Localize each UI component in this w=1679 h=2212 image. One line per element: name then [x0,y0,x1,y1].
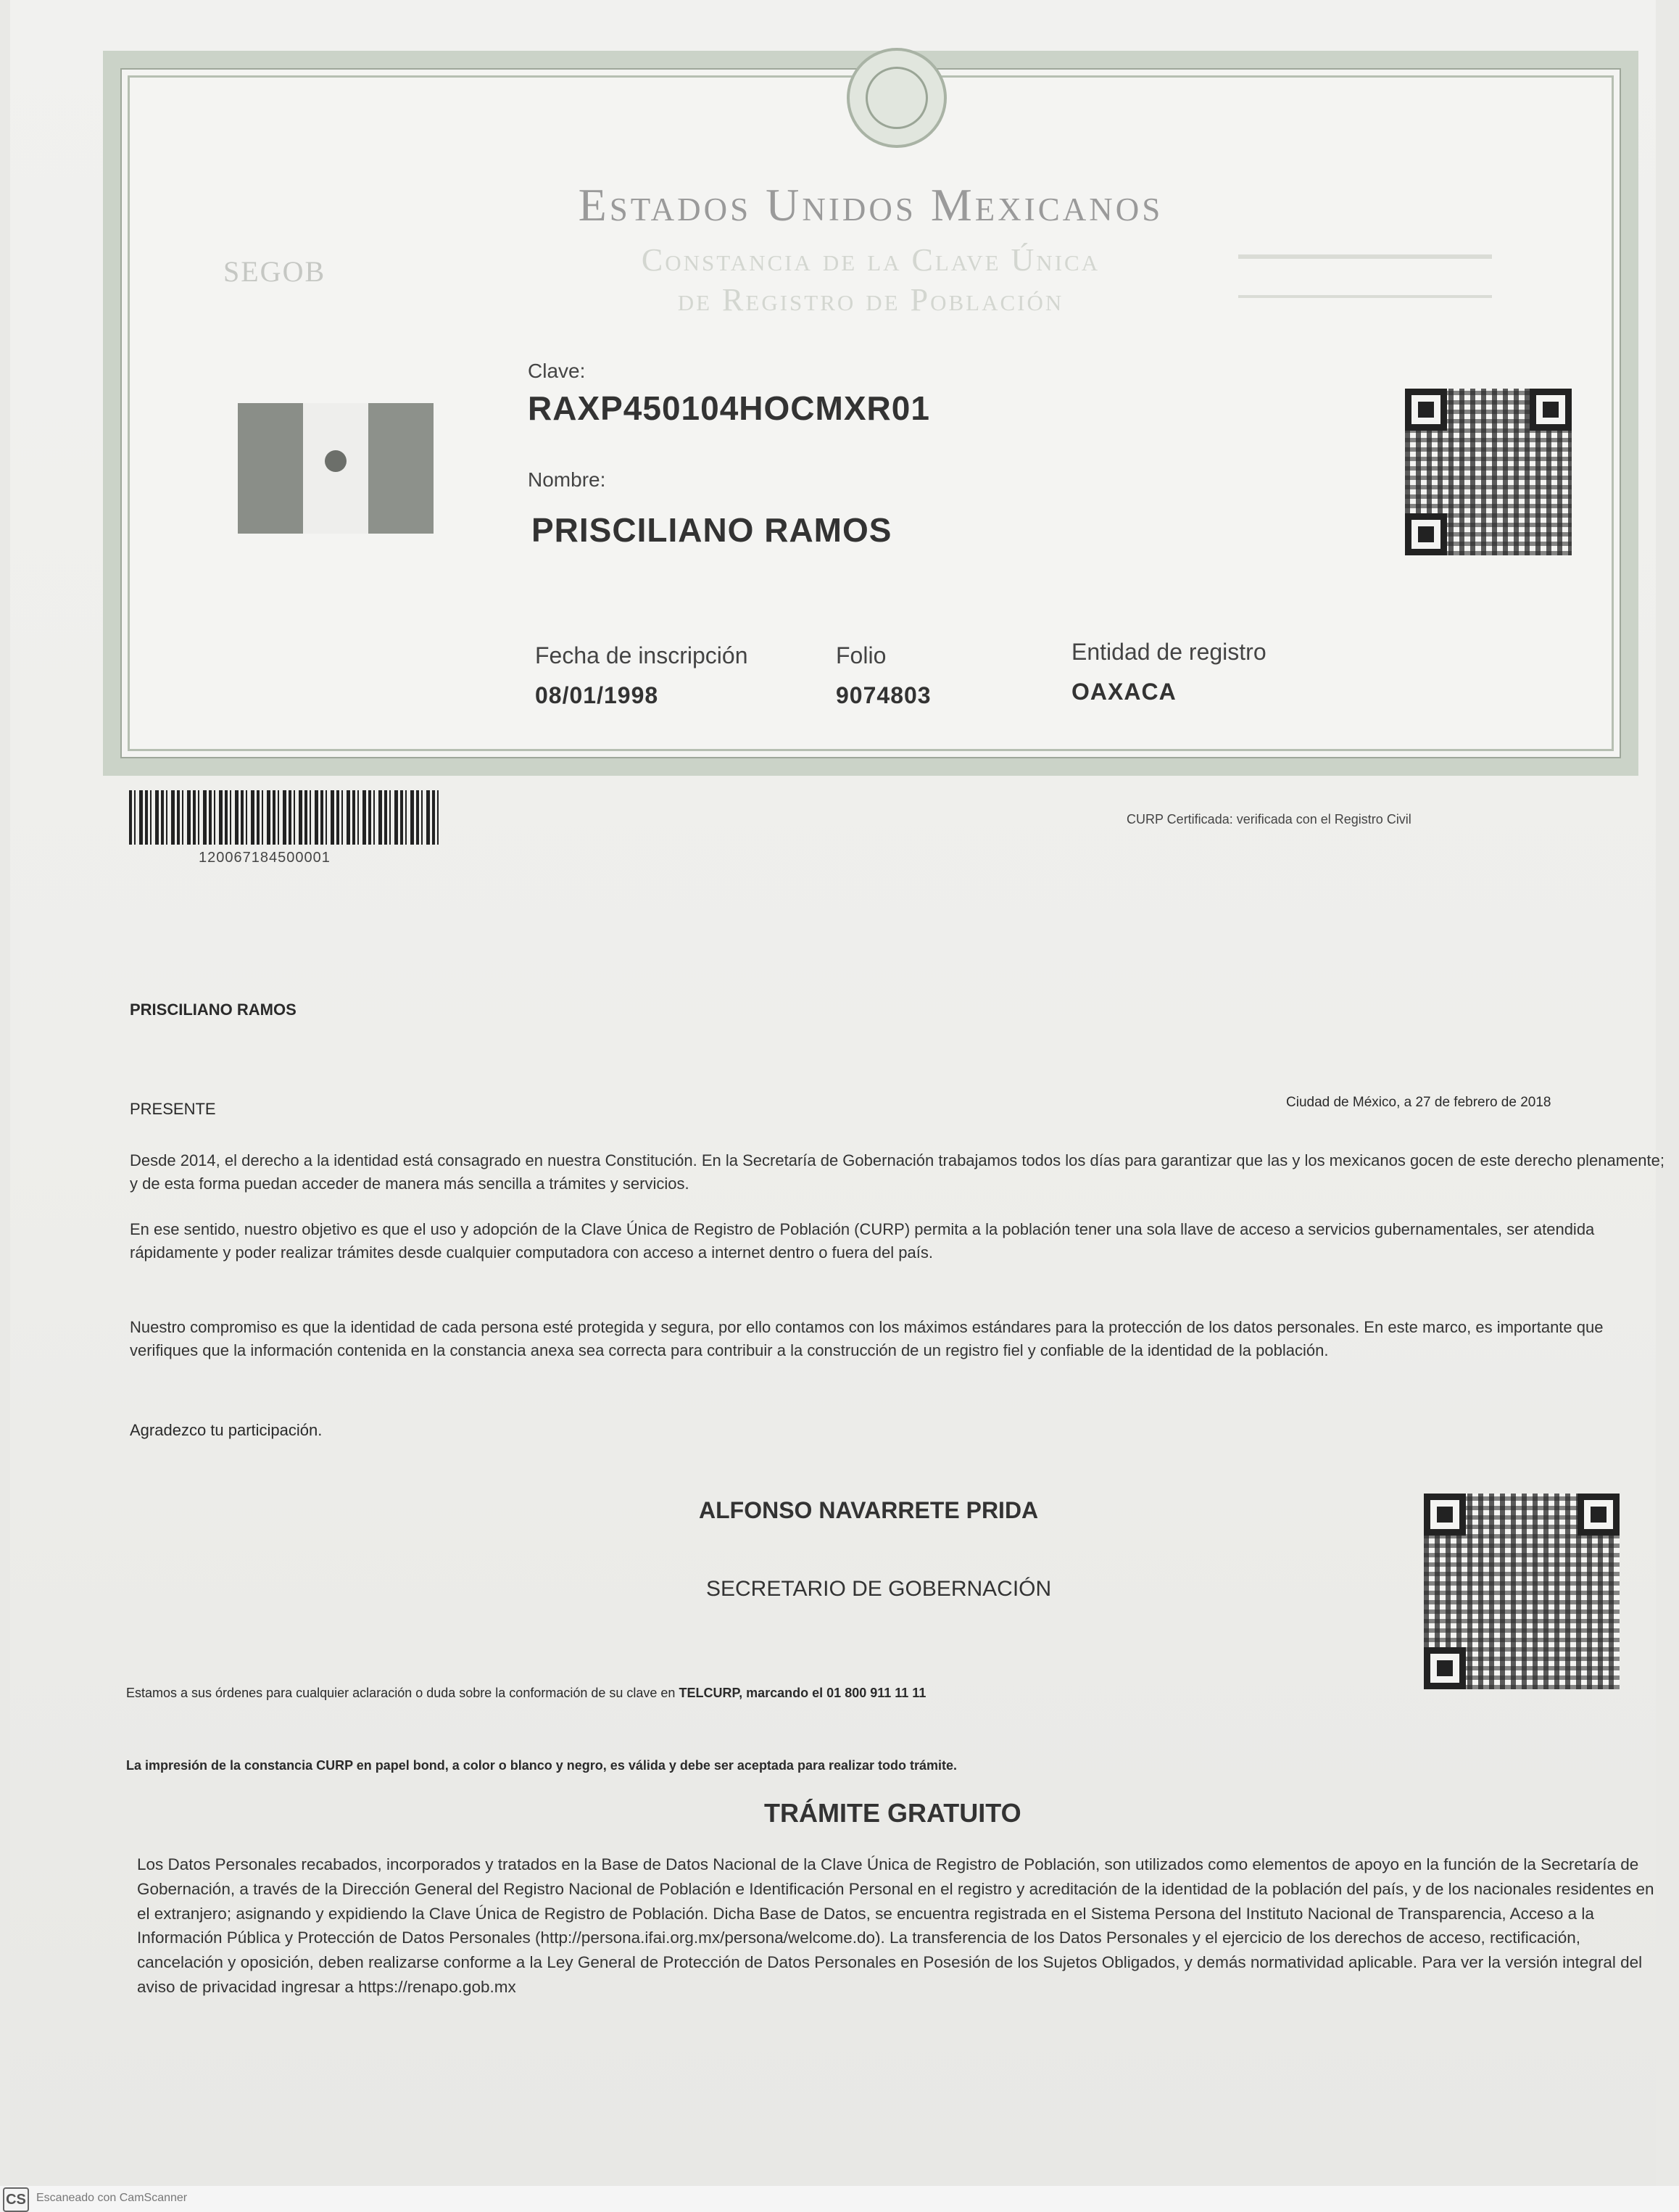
scanner-footer-text: Escaneado con CamScanner [36,2192,188,2204]
letter-presente: PRESENTE [130,1100,216,1118]
barcode [129,790,442,845]
letter-thanks: Agradezco tu participación. [130,1421,323,1439]
certificate-qr-code [1405,389,1572,555]
entidad-label: Entidad de registro [1071,639,1266,665]
clave-label: Clave: [528,360,586,382]
letter-paragraph-1: Desde 2014, el derecho a la identidad está consagrado en nuestra Constitución. En la Secretaría de Gobernación trabajamos todos los días para garantizar que las y los mexicanos gocen de este derecho plenamente; y de esta forma puedan acceder de manera más sencilla a trámites y servicios. [130,1151,1665,1193]
letter-qr-code [1424,1494,1620,1689]
certificate-verification-note: CURP Certificada: verificada con el Registro Civil [1127,812,1411,827]
national-seal-icon [847,48,947,148]
folio-value: 9074803 [836,682,932,708]
segob-logo: SEGOB [223,255,326,288]
fecha-label: Fecha de inscripción [535,642,748,668]
print-validity-note: La impresión de la constancia CURP en papel bond, a color o blanco y negro, es válida y debe ser aceptada para realizar todo trámite. [126,1758,958,1773]
certificate-title: Estados Unidos Mexicanos [578,179,1164,231]
letter-paragraph-3: Nuestro compromiso es que la identidad de cada persona esté protegida y segura, por ello contamos con los máximos estándares para la protección de los datos personales. En este marco, es importante que verifiques que la información contenida en la constancia anexa sea correcta para contribuir a la construcción de un registro fiel y confiable de la identidad de la población. [130,1318,1604,1359]
letter-place-date: Ciudad de México, a 27 de febrero de 2018 [1286,1095,1551,1110]
certificate-subtitle-line2: de Registro de Población [677,282,1064,318]
telcurp-note-text: Estamos a sus órdenes para cualquier aclaración o duda sobre la conformación de su clave en [126,1686,679,1700]
folio-label: Folio [836,642,887,668]
telcurp-note [126,1686,926,1701]
scanner-footer [0,2186,1679,2212]
signer-name: ALFONSO NAVARRETE PRIDA [699,1497,1039,1523]
letter-paragraph-2: En ese sentido, nuestro objetivo es que el uso y adopción de la Clave Única de Registro de Población (CURP) permita a la población tener una sola llave de acceso a servicios gubernamentales, ser atendida rápidamente y poder realizar trámites desde cualquier computadora con acceso a internet dentro o fuera del país. [130,1220,1595,1262]
nombre-value: PRISCILIANO RAMOS [531,511,892,549]
fecha-value: 08/01/1998 [535,682,659,708]
free-procedure-title: TRÁMITE GRATUITO [764,1798,1021,1828]
curp-certificate [103,51,1638,776]
document-page [10,0,1665,2186]
entidad-value: OAXACA [1071,679,1177,705]
nombre-label: Nombre: [528,468,606,491]
clave-value: RAXP450104HOCMXR01 [528,389,930,427]
privacy-notice: Los Datos Personales recabados, incorporados y tratados en la Base de Datos Nacional de la Clave Única de Registro de Población, son utilizados como elementos de apoyo en la función de la Secretaría de Gobernación, a través de la Dirección General del Registro Nacional de Población e Identificación Personal en el registro y acreditación de la identidad de la población del país, y de los nacionales residentes en el extranjero; asignando y expidiendo la Clave Única de Registro de Población. Dicha Base de Datos, se encuentra registrada en el Sistema Persona del Instituto Nacional de Transparencia, Acceso a la Información Pública y Protección de Datos Personales (http://persona.ifai.org.mx/persona/welcome.do). La transferencia de los Datos Personales y el ejercicio de los derechos de acceso, rectificación, cancelación y oposición, deben realizarse conforme a la Ley General de Protección de Datos Personales en Posesión de los Sujetos Obligados, y demás normatividad aplicable. Para ver la versión integral del aviso de privacidad ingresar a https://renapo.gob.mx [137,1855,1654,1996]
telcurp-phone: TELCURP, marcando el 01 800 911 11 11 [679,1686,926,1700]
signer-title: SECRETARIO DE GOBERNACIÓN [706,1577,1052,1601]
mexico-flag-icon [238,403,434,534]
letter-recipient: PRISCILIANO RAMOS [130,1001,297,1019]
camscanner-logo: CS [3,2187,29,2212]
certificate-subtitle-line1: Constancia de la Clave Única [641,242,1100,278]
renapo-logo-faint [1238,254,1492,298]
barcode-number: 120067184500001 [199,850,331,866]
